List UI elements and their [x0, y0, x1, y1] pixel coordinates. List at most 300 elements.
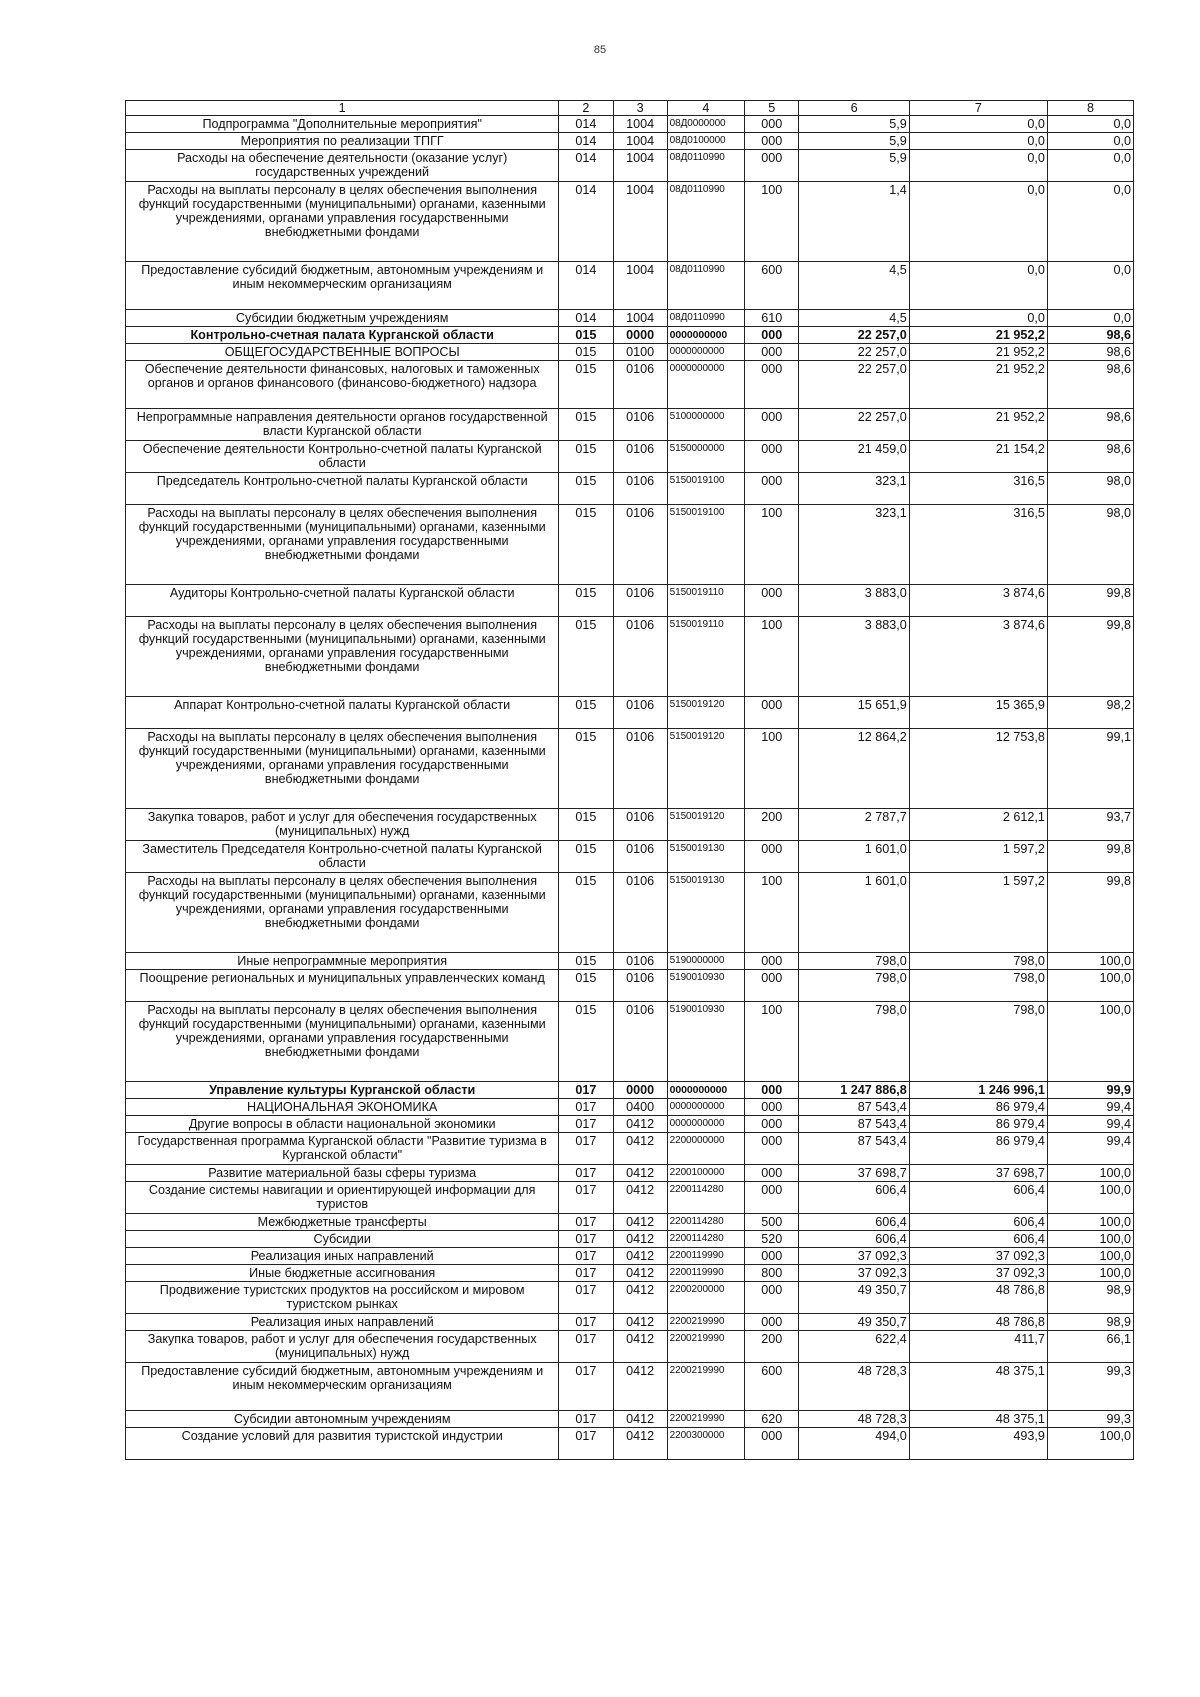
row-planned-amount: 4,5 — [799, 310, 909, 327]
table-row — [126, 1214, 1134, 1231]
row-actual-amount: 798,0 — [909, 1002, 1047, 1082]
row-section: 0400 — [613, 1099, 667, 1116]
row-expense-type: 000 — [745, 1165, 799, 1182]
row-planned-amount: 12 864,2 — [799, 729, 909, 809]
row-section: 0412 — [613, 1265, 667, 1282]
row-target-code: 5150019130 — [667, 841, 745, 873]
row-target-code: 5150019100 — [667, 473, 745, 505]
row-ved: 017 — [559, 1099, 613, 1116]
row-expense-type: 000 — [745, 1248, 799, 1265]
row-section: 0412 — [613, 1314, 667, 1331]
row-section: 0412 — [613, 1363, 667, 1411]
row-ved: 017 — [559, 1428, 613, 1460]
row-percent: 100,0 — [1047, 1231, 1133, 1248]
row-ved: 017 — [559, 1314, 613, 1331]
row-target-code: 08Д0100000 — [667, 133, 745, 150]
row-planned-amount: 21 459,0 — [799, 441, 909, 473]
row-percent: 100,0 — [1047, 1265, 1133, 1282]
row-percent: 100,0 — [1047, 1182, 1133, 1214]
row-actual-amount: 1 597,2 — [909, 841, 1047, 873]
row-name: Обеспечение деятельности Контрольно-счетной палаты Курганской области — [126, 441, 559, 473]
row-name: Предоставление субсидий бюджетным, автономным учреждениям и иным некоммерческим организациям — [126, 1363, 559, 1411]
row-actual-amount: 493,9 — [909, 1428, 1047, 1460]
row-actual-amount: 1 246 996,1 — [909, 1082, 1047, 1099]
row-target-code: 5190010930 — [667, 1002, 745, 1082]
row-actual-amount: 12 753,8 — [909, 729, 1047, 809]
row-section: 0106 — [613, 970, 667, 1002]
row-percent: 99,8 — [1047, 841, 1133, 873]
row-name: Обеспечение деятельности финансовых, налоговых и таможенных органов и органов финансового (финансово-бюджетного) надзора — [126, 361, 559, 409]
table-row — [126, 1248, 1134, 1265]
row-name: Создание условий для развития туристской индустрии — [126, 1428, 559, 1460]
row-percent: 99,4 — [1047, 1116, 1133, 1133]
row-planned-amount: 4,5 — [799, 262, 909, 310]
table-row — [126, 1331, 1134, 1363]
row-ved: 015 — [559, 970, 613, 1002]
row-ved: 015 — [559, 361, 613, 409]
row-section: 0106 — [613, 873, 667, 953]
row-name: Субсидии — [126, 1231, 559, 1248]
row-actual-amount: 0,0 — [909, 262, 1047, 310]
row-ved: 015 — [559, 585, 613, 617]
row-target-code: 0000000000 — [667, 1116, 745, 1133]
row-expense-type: 000 — [745, 970, 799, 1002]
table-row — [126, 1428, 1134, 1460]
row-ved: 015 — [559, 327, 613, 344]
row-name: Иные непрограммные мероприятия — [126, 953, 559, 970]
row-expense-type: 100 — [745, 729, 799, 809]
row-target-code: 08Д0110990 — [667, 310, 745, 327]
table-row — [126, 1314, 1134, 1331]
table-row — [126, 1002, 1134, 1082]
row-planned-amount: 606,4 — [799, 1182, 909, 1214]
row-actual-amount: 21 154,2 — [909, 441, 1047, 473]
table-row — [126, 310, 1134, 327]
column-header: 4 — [667, 101, 745, 116]
row-name: ОБЩЕГОСУДАРСТВЕННЫЕ ВОПРОСЫ — [126, 344, 559, 361]
row-name: Расходы на выплаты персоналу в целях обеспечения выполнения функций государственными (муниципальными) органами, казенными учреждениями, органами управления государственными внебюджетными фондами — [126, 505, 559, 585]
row-actual-amount: 798,0 — [909, 970, 1047, 1002]
row-name: Субсидии автономным учреждениям — [126, 1411, 559, 1428]
row-ved: 017 — [559, 1165, 613, 1182]
row-expense-type: 000 — [745, 841, 799, 873]
row-section: 0000 — [613, 1082, 667, 1099]
row-name: Расходы на выплаты персоналу в целях обеспечения выполнения функций государственными (муниципальными) органами, казенными учреждениями, органами управления государственными внебюджетными фондами — [126, 729, 559, 809]
row-name: НАЦИОНАЛЬНАЯ ЭКОНОМИКА — [126, 1099, 559, 1116]
row-actual-amount: 606,4 — [909, 1214, 1047, 1231]
row-target-code: 5100000000 — [667, 409, 745, 441]
row-percent: 98,2 — [1047, 697, 1133, 729]
row-actual-amount: 411,7 — [909, 1331, 1047, 1363]
row-name: Иные бюджетные ассигнования — [126, 1265, 559, 1282]
row-name: Поощрение региональных и муниципальных управленческих команд — [126, 970, 559, 1002]
table-row — [126, 585, 1134, 617]
row-planned-amount: 323,1 — [799, 505, 909, 585]
row-target-code: 2200114280 — [667, 1231, 745, 1248]
row-ved: 017 — [559, 1182, 613, 1214]
column-header: 5 — [745, 101, 799, 116]
row-target-code: 2200219990 — [667, 1331, 745, 1363]
row-name: Заместитель Председателя Контрольно-счетной палаты Курганской области — [126, 841, 559, 873]
row-actual-amount: 606,4 — [909, 1182, 1047, 1214]
row-ved: 017 — [559, 1411, 613, 1428]
row-section: 0106 — [613, 729, 667, 809]
row-expense-type: 000 — [745, 1082, 799, 1099]
row-planned-amount: 49 350,7 — [799, 1282, 909, 1314]
row-expense-type: 100 — [745, 617, 799, 697]
row-name: Подпрограмма "Дополнительные мероприятия" — [126, 116, 559, 133]
row-percent: 98,9 — [1047, 1282, 1133, 1314]
table-row — [126, 473, 1134, 505]
row-target-code: 2200219990 — [667, 1411, 745, 1428]
row-name: Создание системы навигации и ориентирующей информации для туристов — [126, 1182, 559, 1214]
page-number: 85 — [593, 44, 607, 56]
row-ved: 014 — [559, 133, 613, 150]
row-planned-amount: 3 883,0 — [799, 617, 909, 697]
table-row — [126, 1231, 1134, 1248]
table-row — [126, 262, 1134, 310]
row-ved: 015 — [559, 473, 613, 505]
row-target-code: 0000000000 — [667, 344, 745, 361]
table-row — [126, 116, 1134, 133]
row-expense-type: 000 — [745, 1116, 799, 1133]
row-section: 1004 — [613, 150, 667, 182]
table-row — [126, 1411, 1134, 1428]
row-name: Другие вопросы в области национальной экономики — [126, 1116, 559, 1133]
row-expense-type: 600 — [745, 262, 799, 310]
row-actual-amount: 0,0 — [909, 182, 1047, 262]
table-row — [126, 409, 1134, 441]
row-target-code: 08Д0110990 — [667, 262, 745, 310]
row-actual-amount: 48 786,8 — [909, 1282, 1047, 1314]
row-actual-amount: 15 365,9 — [909, 697, 1047, 729]
row-expense-type: 000 — [745, 116, 799, 133]
row-ved: 015 — [559, 953, 613, 970]
row-ved: 014 — [559, 150, 613, 182]
row-actual-amount: 21 952,2 — [909, 327, 1047, 344]
header-row — [126, 101, 1134, 116]
row-planned-amount: 5,9 — [799, 133, 909, 150]
row-name: Реализация иных направлений — [126, 1314, 559, 1331]
row-target-code: 08Д0110990 — [667, 182, 745, 262]
row-ved: 015 — [559, 505, 613, 585]
row-target-code: 2200100000 — [667, 1165, 745, 1182]
row-section: 0412 — [613, 1411, 667, 1428]
row-planned-amount: 798,0 — [799, 970, 909, 1002]
row-expense-type: 000 — [745, 441, 799, 473]
row-target-code: 5150019120 — [667, 697, 745, 729]
row-section: 0412 — [613, 1428, 667, 1460]
row-name: Расходы на выплаты персоналу в целях обеспечения выполнения функций государственными (муниципальными) органами, казенными учреждениями, органами управления государственными внебюджетными фондами — [126, 182, 559, 262]
row-planned-amount: 22 257,0 — [799, 409, 909, 441]
row-planned-amount: 5,9 — [799, 150, 909, 182]
row-percent: 99,4 — [1047, 1133, 1133, 1165]
row-name: Расходы на выплаты персоналу в целях обеспечения выполнения функций государственными (муниципальными) органами, казенными учреждениями, органами управления государственными внебюджетными фондами — [126, 1002, 559, 1082]
row-ved: 015 — [559, 729, 613, 809]
row-actual-amount: 3 874,6 — [909, 585, 1047, 617]
row-planned-amount: 606,4 — [799, 1214, 909, 1231]
row-target-code: 2200300000 — [667, 1428, 745, 1460]
table-row — [126, 1182, 1134, 1214]
row-actual-amount: 0,0 — [909, 310, 1047, 327]
row-percent: 98,6 — [1047, 361, 1133, 409]
row-target-code: 0000000000 — [667, 1082, 745, 1099]
row-expense-type: 800 — [745, 1265, 799, 1282]
row-expense-type: 500 — [745, 1214, 799, 1231]
row-target-code: 5150019110 — [667, 617, 745, 697]
row-name: Расходы на обеспечение деятельности (оказание услуг) государственных учреждений — [126, 150, 559, 182]
row-section: 0106 — [613, 361, 667, 409]
row-target-code: 0000000000 — [667, 327, 745, 344]
row-section: 1004 — [613, 182, 667, 262]
row-actual-amount: 0,0 — [909, 133, 1047, 150]
row-percent: 100,0 — [1047, 1248, 1133, 1265]
table-row — [126, 1363, 1134, 1411]
row-ved: 017 — [559, 1363, 613, 1411]
row-actual-amount: 1 597,2 — [909, 873, 1047, 953]
row-percent: 66,1 — [1047, 1331, 1133, 1363]
row-section: 0106 — [613, 1002, 667, 1082]
row-expense-type: 000 — [745, 150, 799, 182]
row-percent: 98,6 — [1047, 327, 1133, 344]
row-actual-amount: 86 979,4 — [909, 1133, 1047, 1165]
row-percent: 93,7 — [1047, 809, 1133, 841]
row-target-code: 5150019120 — [667, 729, 745, 809]
row-planned-amount: 48 728,3 — [799, 1411, 909, 1428]
row-ved: 017 — [559, 1116, 613, 1133]
table-row — [126, 505, 1134, 585]
row-percent: 98,6 — [1047, 344, 1133, 361]
row-target-code: 2200119990 — [667, 1265, 745, 1282]
row-planned-amount: 323,1 — [799, 473, 909, 505]
row-percent: 99,4 — [1047, 1099, 1133, 1116]
row-percent: 99,3 — [1047, 1363, 1133, 1411]
row-percent: 98,0 — [1047, 473, 1133, 505]
row-planned-amount: 37 092,3 — [799, 1248, 909, 1265]
row-expense-type: 000 — [745, 953, 799, 970]
row-actual-amount: 21 952,2 — [909, 409, 1047, 441]
row-target-code: 5190000000 — [667, 953, 745, 970]
row-target-code: 5190010930 — [667, 970, 745, 1002]
table-row — [126, 1282, 1134, 1314]
table-row — [126, 617, 1134, 697]
row-name: Развитие материальной базы сферы туризма — [126, 1165, 559, 1182]
row-expense-type: 000 — [745, 327, 799, 344]
row-section: 0106 — [613, 697, 667, 729]
column-header: 3 — [613, 101, 667, 116]
row-section: 0106 — [613, 505, 667, 585]
row-actual-amount: 37 092,3 — [909, 1265, 1047, 1282]
row-percent: 99,8 — [1047, 585, 1133, 617]
row-name: Расходы на выплаты персоналу в целях обеспечения выполнения функций государственными (муниципальными) органами, казенными учреждениями, органами управления государственными внебюджетными фондами — [126, 873, 559, 953]
row-planned-amount: 37 092,3 — [799, 1265, 909, 1282]
row-target-code: 5150000000 — [667, 441, 745, 473]
row-percent: 100,0 — [1047, 970, 1133, 1002]
row-planned-amount: 87 543,4 — [799, 1133, 909, 1165]
row-expense-type: 610 — [745, 310, 799, 327]
row-planned-amount: 494,0 — [799, 1428, 909, 1460]
row-name: Субсидии бюджетным учреждениям — [126, 310, 559, 327]
row-expense-type: 000 — [745, 361, 799, 409]
row-ved: 017 — [559, 1214, 613, 1231]
row-expense-type: 200 — [745, 809, 799, 841]
row-name: Непрограммные направления деятельности органов государственной власти Курганской области — [126, 409, 559, 441]
row-section: 0412 — [613, 1248, 667, 1265]
row-percent: 0,0 — [1047, 150, 1133, 182]
row-ved: 015 — [559, 809, 613, 841]
row-name: Аудиторы Контрольно-счетной палаты Курганской области — [126, 585, 559, 617]
row-ved: 017 — [559, 1231, 613, 1248]
row-name: Межбюджетные трансферты — [126, 1214, 559, 1231]
row-percent: 99,8 — [1047, 617, 1133, 697]
row-planned-amount: 622,4 — [799, 1331, 909, 1363]
row-actual-amount: 798,0 — [909, 953, 1047, 970]
table-row — [126, 133, 1134, 150]
row-planned-amount: 87 543,4 — [799, 1099, 909, 1116]
row-actual-amount: 21 952,2 — [909, 361, 1047, 409]
row-name: Мероприятия по реализации ТПГГ — [126, 133, 559, 150]
row-section: 0412 — [613, 1282, 667, 1314]
column-header: 1 — [126, 101, 559, 116]
row-percent: 0,0 — [1047, 182, 1133, 262]
table-row — [126, 1116, 1134, 1133]
row-target-code: 5150019110 — [667, 585, 745, 617]
row-section: 0106 — [613, 441, 667, 473]
row-expense-type: 100 — [745, 505, 799, 585]
row-section: 0412 — [613, 1182, 667, 1214]
row-actual-amount: 48 375,1 — [909, 1363, 1047, 1411]
row-section: 0412 — [613, 1331, 667, 1363]
table-row — [126, 953, 1134, 970]
table-row — [126, 729, 1134, 809]
row-target-code: 2200219990 — [667, 1314, 745, 1331]
row-ved: 015 — [559, 617, 613, 697]
row-expense-type: 000 — [745, 1182, 799, 1214]
row-section: 0106 — [613, 809, 667, 841]
row-planned-amount: 37 698,7 — [799, 1165, 909, 1182]
table-body — [126, 116, 1134, 1460]
table-row — [126, 1133, 1134, 1165]
row-percent: 0,0 — [1047, 116, 1133, 133]
row-target-code: 2200114280 — [667, 1182, 745, 1214]
row-expense-type: 000 — [745, 1133, 799, 1165]
row-expense-type: 520 — [745, 1231, 799, 1248]
row-percent: 99,8 — [1047, 873, 1133, 953]
row-planned-amount: 1 247 886,8 — [799, 1082, 909, 1099]
row-target-code: 2200200000 — [667, 1282, 745, 1314]
row-section: 0106 — [613, 953, 667, 970]
row-name: Председатель Контрольно-счетной палаты Курганской области — [126, 473, 559, 505]
row-section: 0000 — [613, 327, 667, 344]
row-ved: 015 — [559, 873, 613, 953]
row-ved: 017 — [559, 1265, 613, 1282]
row-actual-amount: 316,5 — [909, 505, 1047, 585]
row-actual-amount: 86 979,4 — [909, 1099, 1047, 1116]
row-actual-amount: 21 952,2 — [909, 344, 1047, 361]
row-name: Закупка товаров, работ и услуг для обеспечения государственных (муниципальных) нужд — [126, 1331, 559, 1363]
row-section: 0106 — [613, 473, 667, 505]
row-percent: 100,0 — [1047, 953, 1133, 970]
row-section: 0412 — [613, 1231, 667, 1248]
row-expense-type: 000 — [745, 344, 799, 361]
row-percent: 0,0 — [1047, 310, 1133, 327]
row-section: 1004 — [613, 133, 667, 150]
row-section: 1004 — [613, 310, 667, 327]
row-percent: 98,6 — [1047, 441, 1133, 473]
row-planned-amount: 3 883,0 — [799, 585, 909, 617]
row-planned-amount: 49 350,7 — [799, 1314, 909, 1331]
row-planned-amount: 22 257,0 — [799, 327, 909, 344]
row-percent: 98,6 — [1047, 409, 1133, 441]
row-planned-amount: 87 543,4 — [799, 1116, 909, 1133]
row-ved: 015 — [559, 409, 613, 441]
row-section: 0106 — [613, 585, 667, 617]
table-row — [126, 441, 1134, 473]
row-expense-type: 000 — [745, 1428, 799, 1460]
row-section: 0412 — [613, 1133, 667, 1165]
row-expense-type: 000 — [745, 1314, 799, 1331]
row-ved: 017 — [559, 1248, 613, 1265]
row-target-code: 2200000000 — [667, 1133, 745, 1165]
table-row — [126, 344, 1134, 361]
row-expense-type: 000 — [745, 409, 799, 441]
row-actual-amount: 0,0 — [909, 150, 1047, 182]
row-section: 0412 — [613, 1116, 667, 1133]
row-name: Расходы на выплаты персоналу в целях обеспечения выполнения функций государственными (муниципальными) органами, казенными учреждениями, органами управления государственными внебюджетными фондами — [126, 617, 559, 697]
row-expense-type: 100 — [745, 1002, 799, 1082]
column-header: 8 — [1047, 101, 1133, 116]
row-percent: 99,1 — [1047, 729, 1133, 809]
row-planned-amount: 15 651,9 — [799, 697, 909, 729]
row-expense-type: 000 — [745, 1282, 799, 1314]
table-row — [126, 841, 1134, 873]
row-ved: 015 — [559, 841, 613, 873]
table-row — [126, 150, 1134, 182]
row-planned-amount: 48 728,3 — [799, 1363, 909, 1411]
table-row — [126, 1165, 1134, 1182]
row-name: Продвижение туристских продуктов на российском и мировом туристском рынках — [126, 1282, 559, 1314]
row-expense-type: 000 — [745, 1099, 799, 1116]
row-target-code: 5150019100 — [667, 505, 745, 585]
row-ved: 017 — [559, 1282, 613, 1314]
row-ved: 014 — [559, 182, 613, 262]
row-percent: 100,0 — [1047, 1214, 1133, 1231]
row-actual-amount: 2 612,1 — [909, 809, 1047, 841]
row-actual-amount: 0,0 — [909, 116, 1047, 133]
row-actual-amount: 3 874,6 — [909, 617, 1047, 697]
row-target-code: 5150019130 — [667, 873, 745, 953]
table-row — [126, 873, 1134, 953]
row-section: 0412 — [613, 1214, 667, 1231]
row-ved: 015 — [559, 344, 613, 361]
row-expense-type: 000 — [745, 473, 799, 505]
row-expense-type: 600 — [745, 1363, 799, 1411]
row-target-code: 2200219990 — [667, 1363, 745, 1411]
row-ved: 017 — [559, 1082, 613, 1099]
row-target-code: 2200114280 — [667, 1214, 745, 1231]
row-percent: 99,3 — [1047, 1411, 1133, 1428]
row-percent: 0,0 — [1047, 133, 1133, 150]
row-percent: 98,9 — [1047, 1314, 1133, 1331]
row-percent: 99,9 — [1047, 1082, 1133, 1099]
row-section: 1004 — [613, 116, 667, 133]
row-percent: 0,0 — [1047, 262, 1133, 310]
row-planned-amount: 1 601,0 — [799, 873, 909, 953]
row-expense-type: 000 — [745, 697, 799, 729]
row-percent: 100,0 — [1047, 1165, 1133, 1182]
row-planned-amount: 606,4 — [799, 1231, 909, 1248]
row-percent: 100,0 — [1047, 1428, 1133, 1460]
